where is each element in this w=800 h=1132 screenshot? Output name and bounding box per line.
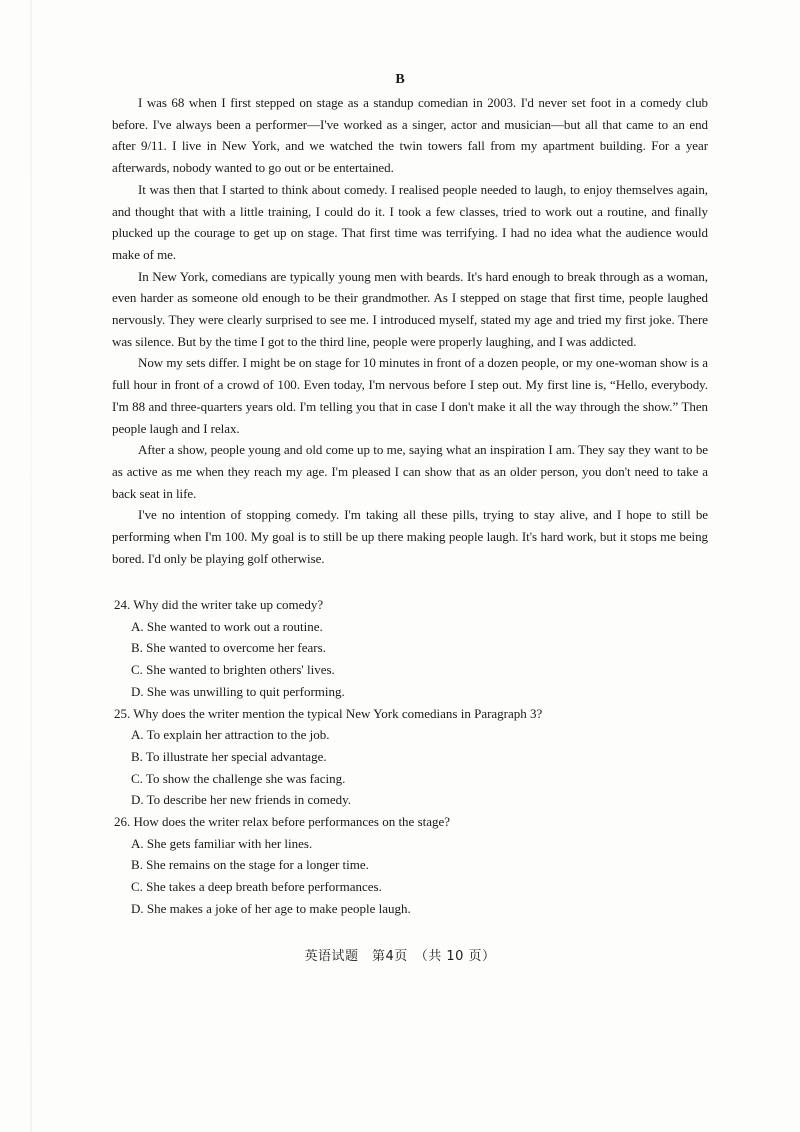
option-b: B. To illustrate her special advantage. <box>131 748 327 764</box>
reading-passage <box>112 92 708 569</box>
passage-paragraph-6: I've no intention of stopping comedy. I'm taking all these pills, trying to stay alive, and I hope to still be performing when I'm 100. My goal is to still be up there making people laugh. It's hard work, but it stops me being bored. I'd only be playing golf otherwise. <box>112 507 708 566</box>
option-list <box>114 616 708 703</box>
passage-paragraph-2: It was then that I started to think about comedy. I realised people needed to laugh, to enjoy themselves again, and thought that with a little training, I could do it. I took a few classes, tried to work out a routine, and finally plucked up the courage to get up on stage. That first time was terrifying. I had no idea what the audience would make of me. <box>112 181 708 262</box>
option-c: C. She wanted to brighten others' lives. <box>131 662 335 678</box>
question-26 <box>114 811 708 920</box>
passage-paragraph-5: After a show, people young and old come up to me, saying what an inspiration I am. They say they want to be as active as me when they reach my age. I'm pleased I can show that as an older person, you don't need to take a back seat in life. <box>112 442 708 501</box>
option-c: C. She takes a deep breath before performances. <box>131 879 382 895</box>
passage-paragraph-1: I was 68 when I first stepped on stage as a standup comedian in 2003. I'd never set foot in a comedy club before. I've always been a performer—I've worked as a singer, actor and musician—but all that came to an end after 9/11. I live in New York, and we watched the twin towers fall from my apartment building. For a year afterwards, nobody wanted to go out or be entertained. <box>112 95 708 176</box>
question-stem: 26. How does the writer relax before performances on the stage? <box>114 814 451 830</box>
option-a: A. To explain her attraction to the job. <box>131 727 330 743</box>
passage-paragraph-4: Now my sets differ. I might be on stage for 10 minutes in front of a dozen people, or my one-woman show is a full hour in front of a crowd of 100. Even today, I'm nervous before I step out. My first line is, “Hello, everybody. I'm 88 and three-quarters years old. I'm telling you that in case I don't make it all the way through the show.” Then people laugh and I relax. <box>112 355 708 436</box>
option-a: A. She gets familiar with her lines. <box>131 835 313 851</box>
option-d: D. She makes a joke of her age to make people laugh. <box>131 900 411 916</box>
option-d: D. She was unwilling to quit performing. <box>131 683 345 699</box>
question-stem: 24. Why did the writer take up comedy? <box>114 597 324 612</box>
option-a: A. She wanted to work out a routine. <box>131 618 323 634</box>
question-list <box>114 594 708 920</box>
page-footer: 英语试题 第4页 （共 10 页） <box>304 949 496 964</box>
option-list <box>114 724 708 811</box>
option-b: B. She wanted to overcome her fears. <box>131 640 326 656</box>
question-25 <box>114 703 708 812</box>
section-heading: B <box>395 72 405 87</box>
option-list <box>114 833 708 920</box>
question-24 <box>114 594 708 703</box>
passage-paragraph-3: In New York, comedians are typically young men with beards. It's hard enough to break through as a woman, even harder as someone old enough to be their grandmother. As I stepped on stage that first time, people laughed nervously. They were clearly surprised to see me. I introduced myself, stated my age and tried my first joke. There was silence. But by the time I got to the third line, people were properly laughing, and I was addicted. <box>112 268 708 349</box>
option-d: D. To describe her new friends in comedy. <box>131 792 352 808</box>
option-b: B. She remains on the stage for a longer time. <box>131 857 369 873</box>
option-c: C. To show the challenge she was facing. <box>131 770 346 786</box>
question-stem: 25. Why does the writer mention the typical New York comedians in Paragraph 3? <box>114 705 543 721</box>
